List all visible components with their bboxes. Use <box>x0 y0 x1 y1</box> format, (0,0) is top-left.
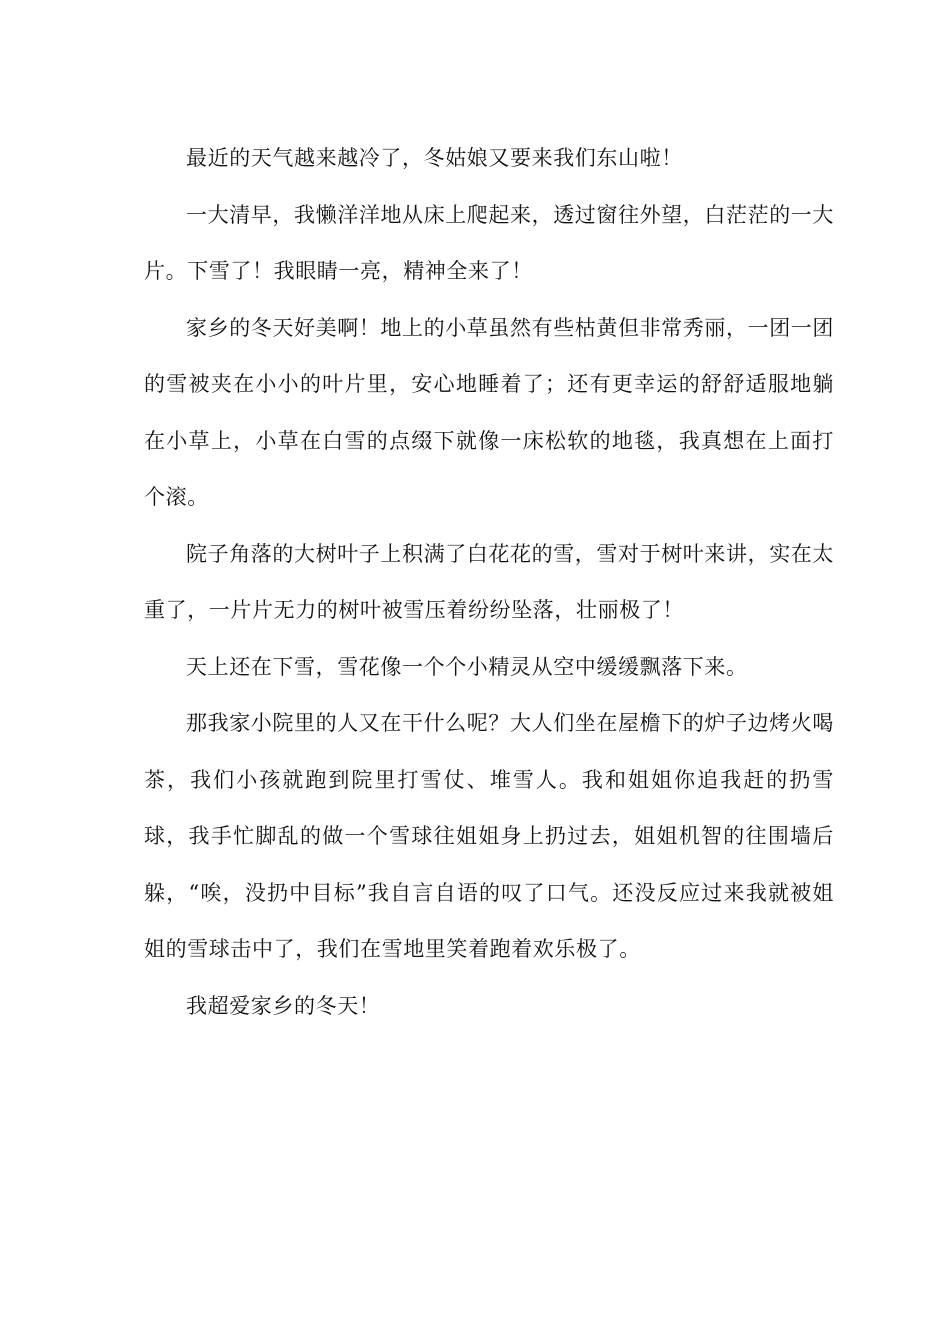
paragraph-3: 家乡的冬天好美啊！地上的小草虽然有些枯黄但非常秀丽，一团一团的雪被夹在小小的叶片里，安心地睡着了；还有更幸运的舒舒适服地躺在小草上，小草在白雪的点缀下就像一床松软的地毯，我真想在上面打个滚。 <box>144 315 834 509</box>
paragraph-4: 院子角落的大树叶子上积满了白花花的雪，雪对于树叶来讲，实在太重了，一片片无力的树叶被雪压着纷纷坠落，壮丽极了！ <box>144 541 834 622</box>
document-body <box>144 130 834 1034</box>
paragraph-6: 那我家小院里的人又在干什么呢？大人们坐在屋檐下的炉子边烤火喝茶，我们小孩就跑到院里打雪仗、堆雪人。我和姐姐你追我赶的扔雪球，我手忙脚乱的做一个雪球往姐姐身上扔过去，姐姐机智的往围墙后躲，“唉，没扔中目标”我自言自语的叹了口气。还没反应过来我就被姐姐的雪球击中了，我们在雪地里笑着跑着欢乐极了。 <box>144 711 834 961</box>
paragraph-7: 我超爱家乡的冬天！ <box>186 993 381 1018</box>
paragraph-5: 天上还在下雪，雪花像一个个小精灵从空中缓缓飘落下来。 <box>186 654 748 679</box>
paragraph-2: 一大清早，我懒洋洋地从床上爬起来，透过窗往外望，白茫茫的一大片。下雪了！我眼睛一亮，精神全来了！ <box>144 202 834 283</box>
paragraph-1: 最近的天气越来越冷了，冬姑娘又要来我们东山啦！ <box>186 146 683 170</box>
